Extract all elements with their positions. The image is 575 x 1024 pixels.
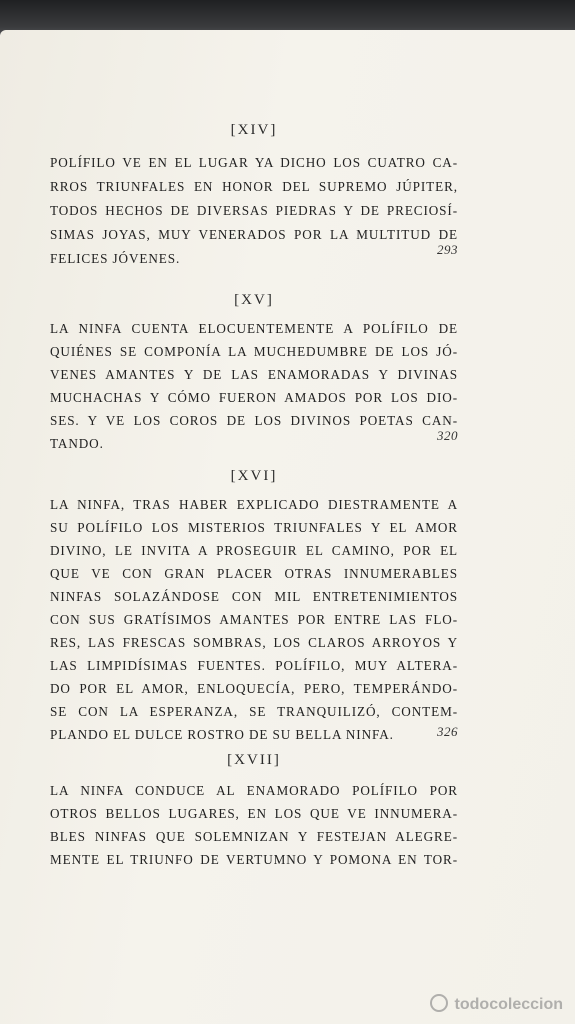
section-line: SU POLÍFILO LOS MISTERIOS TRIUNFALES Y EL AMOR xyxy=(50,520,458,535)
page-reference: 320 xyxy=(437,428,458,443)
page-reference: 293 xyxy=(437,242,458,257)
section-line: LA NINFA CONDUCE AL ENAMORADO POLÍFILO POR xyxy=(50,783,458,798)
section-line: CON SUS GRATÍSIMOS AMANTES POR ENTRE LAS FLO- xyxy=(50,612,458,627)
book-page xyxy=(0,30,575,1024)
section-line: SES. Y VE LOS COROS DE LOS DIVINOS POETAS CAN- xyxy=(50,413,458,428)
section-number: [XV] xyxy=(234,292,274,308)
section-line: LA NINFA CUENTA ELOCUENTEMENTE A POLÍFILO DE xyxy=(50,321,458,336)
section-line: MUCHACHAS Y CÓMO FUERON AMADOS POR LOS DIO- xyxy=(50,390,458,405)
section-line: DO POR EL AMOR, ENLOQUECÍA, PERO, TEMPERÁNDO- xyxy=(50,681,458,696)
section-line: OTROS BELLOS LUGARES, EN LOS QUE VE INNUMERA- xyxy=(50,806,458,821)
section-line: TODOS HECHOS DE DIVERSAS PIEDRAS Y DE PRECIOSÍ- xyxy=(50,203,458,218)
watermark xyxy=(430,994,563,1014)
section-line: VENES AMANTES Y DE LAS ENAMORADAS Y DIVINAS xyxy=(50,367,458,382)
section-number: [XVII] xyxy=(227,752,281,768)
section-line: LA NINFA, TRAS HABER EXPLICADO DIESTRAMENTE A xyxy=(50,497,458,512)
section-line: SE CON LA ESPERANZA, SE TRANQUILIZÓ, CONTEM- xyxy=(50,704,458,719)
section-line: QUIÉNES SE COMPONÍA LA MUCHEDUMBRE DE LOS JÓ- xyxy=(50,344,458,359)
section-number: [XVI] xyxy=(230,468,278,484)
section-line: FELICES JÓVENES. xyxy=(50,251,181,266)
page-reference: 326 xyxy=(437,724,458,739)
section-number: [XIV] xyxy=(230,122,278,138)
section-line: PLANDO EL DULCE ROSTRO DE SU BELLA NINFA. xyxy=(50,727,394,742)
section-line: MENTE EL TRIUNFO DE VERTUMNO Y POMONA EN TOR- xyxy=(50,852,458,867)
section-line: RROS TRIUNFALES EN HONOR DEL SUPREMO JÚPITER, xyxy=(50,179,458,194)
section-line: RES, LAS FRESCAS SOMBRAS, LOS CLAROS ARROYOS Y xyxy=(50,635,458,650)
section-line: POLÍFILO VE EN EL LUGAR YA DICHO LOS CUATRO CA- xyxy=(50,155,458,170)
watermark-text: todocoleccion xyxy=(454,996,563,1013)
section-line: QUE VE CON GRAN PLACER OTRAS INNUMERABLES xyxy=(50,566,458,581)
section-line: LAS LIMPIDÍSIMAS FUENTES. POLÍFILO, MUY ALTERA- xyxy=(50,658,458,673)
section-line: DIVINO, LE INVITA A PROSEGUIR EL CAMINO, POR EL xyxy=(50,543,458,558)
watermark-logo-icon xyxy=(430,994,448,1012)
section-line: BLES NINFAS QUE SOLEMNIZAN Y FESTEJAN ALEGRE- xyxy=(50,829,458,844)
section-line: TANDO. xyxy=(50,436,104,451)
section-line: SIMAS JOYAS, MUY VENERADOS POR LA MULTITUD DE xyxy=(50,227,458,242)
section-line: NINFAS SOLAZÁNDOSE CON MIL ENTRETENIMIENTOS xyxy=(50,589,458,604)
